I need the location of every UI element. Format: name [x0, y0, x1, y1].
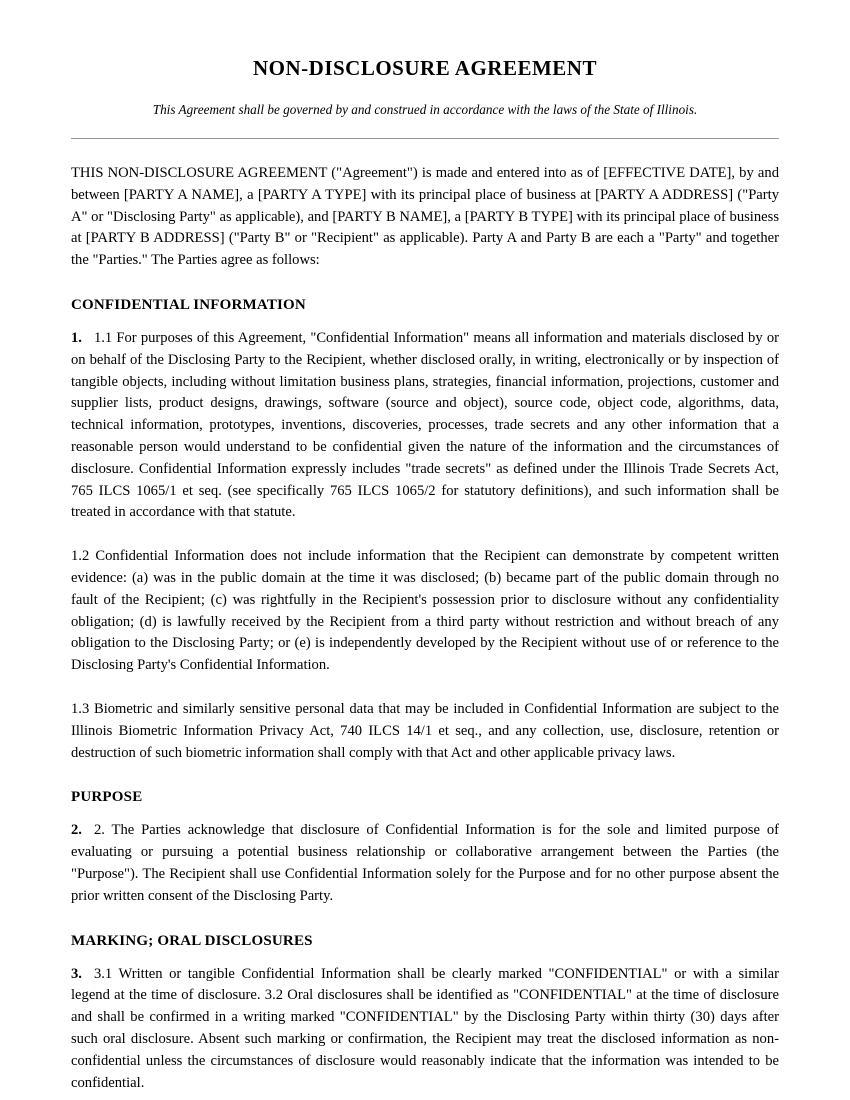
section-paragraph [71, 820, 779, 907]
section-paragraph [71, 699, 779, 764]
section-heading: CONFIDENTIAL INFORMATION [71, 296, 306, 313]
preamble-paragraph: THIS NON-DISCLOSURE AGREEMENT ("Agreement") is made and entered into as of [EFFECTIVE DATE], by and between [PARTY A NAME], a [PARTY A TYPE] with its principal place of business at [PARTY A ADDRESS] ("Party A" or "Disclosing Party" as applicable), and [PARTY B NAME], a [PARTY B TYPE] with its principal place of business at [PARTY B ADDRESS] ("Party B" or "Recipient" as applicable). Party A and Party B are each a "Party" and together the "Parties." The Parties agree as follows: [71, 165, 779, 269]
document-title: NON-DISCLOSURE AGREEMENT [253, 56, 597, 80]
paragraph-text: 3.1 Written or tangible Confidential Information shall be clearly marked "CONFIDENTIAL" or with a similar legend at the time of disclosure. 3.2 Oral disclosures shall be identified as "CONFIDENTIAL" at the time of disclosure and shall be confirmed in a writing marked "CONFIDENTIAL" by the Disclosing Party within thirty (30) days after such oral disclosure. Absent such marking or confirmation, the Recipient may treat the disclosed information as non-confidential unless the circumstances of disclosure would reasonably indicate that the information was intended to be confidential. [71, 965, 779, 1091]
section-paragraph [71, 328, 779, 524]
section-heading: MARKING; ORAL DISCLOSURES [71, 932, 313, 949]
paragraph-text: 1.1 For purposes of this Agreement, "Confidential Information" means all information and materials disclosed by or on behalf of the Disclosing Party to the Recipient, whether disclosed orally, in writing, electronically or by inspection of tangible objects, including without limitation business plans, strategies, financial information, projections, customer and supplier lists, product designs, drawings, software (source and object), source code, object code, algorithms, data, technical information, prototypes, inventions, discoveries, processes, trade secrets and any other information that a reasonable person would understand to be confidential given the nature of the information and the circumstances of disclosure. Confidential Information expressly includes "trade secrets" as defined under the Illinois Trade Secrets Act, 765 ILCS 1065/1 et seq. (see specifically 765 ILCS 1065/2 for statutory definitions), and such information shall be treated in accordance with that statute. [71, 329, 779, 521]
paragraph-text: 2. The Parties acknowledge that disclosure of Confidential Information is for the sole and limited purpose of evaluating or pursuing a potential business relationship or collaborative arrangement between the Parties (the "Purpose"). The Recipient shall use Confidential Information solely for the Purpose and for no other purpose absent the prior written consent of the Disclosing Party. [71, 822, 779, 904]
sections-container [71, 296, 779, 1094]
paragraph-text: 1.2 Confidential Information does not include information that the Recipient can demonstrate by competent written evidence: (a) was in the public domain at the time it was disclosed; (b) became part of the public domain through no fault of the Recipient; (c) was rightfully in the Recipient's possession prior to disclosure without any confidentiality obligation; (d) is lawfully received by the Recipient from a third party without restriction and without breach of any obligation to the Disclosing Party; or (e) is independently developed by the Recipient without use of or reference to the Disclosing Party's Confidential Information. [71, 548, 779, 674]
paragraph-number: 2. [71, 822, 82, 839]
document-subtitle: This Agreement shall be governed by and construed in accordance with the laws of the State of Illinois. [152, 102, 698, 117]
paragraph-text: 1.3 Biometric and similarly sensitive personal data that may be included in Confidential Information are subject to the Illinois Biometric Information Privacy Act, 740 ILCS 14/1 et seq., and any collection, use, disclosure, retention or destruction of such biometric information shall comply with that Act and other applicable privacy laws. [71, 700, 779, 761]
paragraph-number: 1. [71, 329, 82, 346]
section-paragraph [71, 546, 779, 677]
section-paragraph [71, 964, 779, 1095]
paragraph-number: 3. [71, 965, 82, 982]
divider-rule [71, 138, 779, 139]
section-heading: PURPOSE [71, 789, 143, 806]
